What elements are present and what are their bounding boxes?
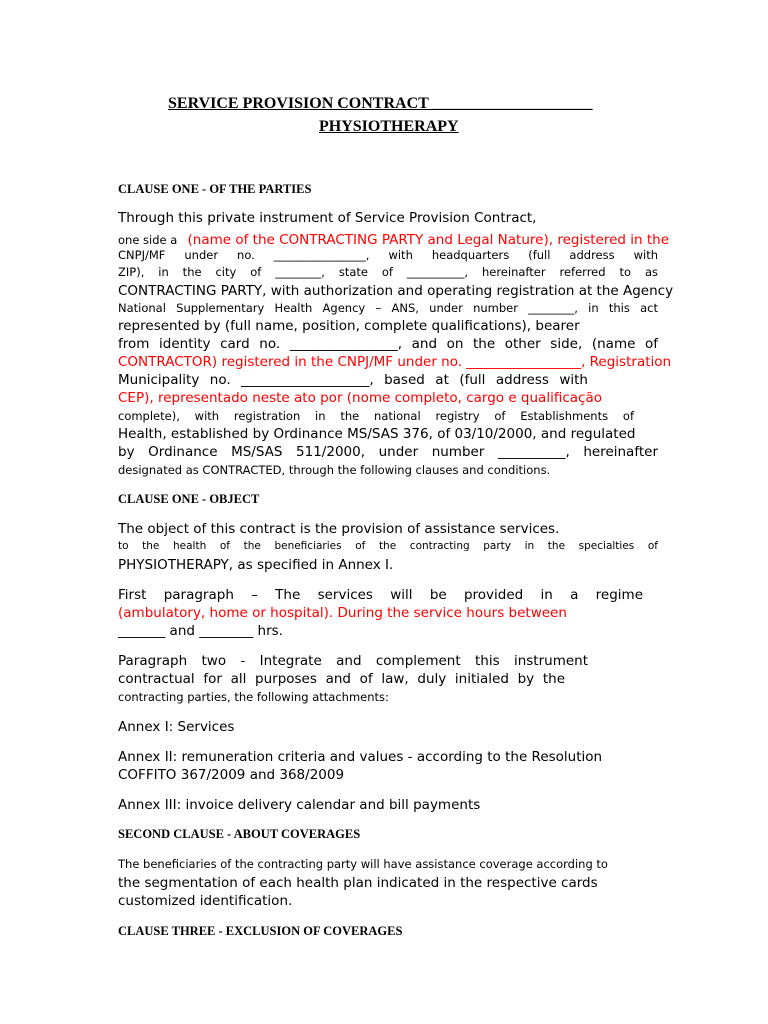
clause-exclusion-heading: CLAUSE THREE - EXCLUSION OF COVERAGES <box>118 924 403 938</box>
document-subtitle: PHYSIOTHERAPY <box>319 118 459 135</box>
parties-line: by Ordinance MS/SAS 511/2000, under number __________, hereinafter <box>118 444 658 460</box>
parties-line: National Supplementary Health Agency – ANS, under number ________, in this act <box>118 301 658 315</box>
coverages-line: customized identification. <box>118 893 293 909</box>
coverages-line: The beneficiaries of the contracting party will have assistance coverage according to <box>118 857 608 871</box>
clause-parties-heading: CLAUSE ONE - OF THE PARTIES <box>118 182 312 196</box>
annex-2: Annex II: remuneration criteria and values - according to the Resolution <box>118 749 603 765</box>
parties-line: ZIP), in the city of ________, state of __________, hereinafter referred to as <box>118 265 658 279</box>
parties-line: CEP), representado neste ato por (nome completo, cargo e qualificação <box>118 390 602 406</box>
parties-line: complete), with registration in the national registry of Establishments of <box>118 409 634 423</box>
annex-2: COFFITO 367/2009 and 368/2009 <box>118 767 345 783</box>
parties-line: from identity card no. ________________, and on the other side, (name of <box>118 336 658 352</box>
parties-line: one side a (name of the CONTRACTING PARTY and Legal Nature), registered in the <box>118 232 669 248</box>
paragraph-two-line: contracting parties, the following attachments: <box>118 690 389 704</box>
parties-line: CONTRACTOR) registered in the CNPJ/MF under no. _________________, Registration <box>118 354 672 370</box>
paragraph-two-line: Paragraph two - Integrate and complement this instrument <box>118 653 588 669</box>
parties-line: CONTRACTING PARTY, with authorization and operating registration at the Agency <box>118 283 674 299</box>
annex-3: Annex III: invoice delivery calendar and bill payments <box>118 797 481 813</box>
document-title: SERVICE PROVISION CONTRACT ____________________ <box>168 95 593 112</box>
parties-line: Through this private instrument of Service Provision Contract, <box>118 210 537 226</box>
object-line: The object of this contract is the provision of assistance services. <box>118 521 560 537</box>
parties-line: designated as CONTRACTED, through the following clauses and conditions. <box>118 463 551 477</box>
parties-line: Health, established by Ordinance MS/SAS 376, of 03/10/2000, and regulated <box>118 426 636 442</box>
clause-coverages-heading: SECOND CLAUSE - ABOUT COVERAGES <box>118 827 361 841</box>
first-paragraph-line: (ambulatory, home or hospital). During the service hours between <box>118 605 567 621</box>
paragraph-two-line: contractual for all purposes and of law, duly initialed by the <box>118 671 565 687</box>
parties-line: represented by (full name, position, complete qualifications), bearer <box>118 318 580 334</box>
first-paragraph-line: First paragraph – The services will be provided in a regime <box>118 587 643 603</box>
object-line: PHYSIOTHERAPY, as specified in Annex I. <box>118 557 394 573</box>
annex-1: Annex I: Services <box>118 719 235 735</box>
first-paragraph-line: _______ and ________ hrs. <box>118 623 283 639</box>
parties-line: CNPJ/MF under no. ________________, with headquarters (full address with <box>118 248 658 262</box>
object-line: to the health of the beneficiaries of the contracting party in the specialties of <box>118 540 658 552</box>
coverages-line: the segmentation of each health plan indicated in the respective cards <box>118 875 598 891</box>
clause-object-heading: CLAUSE ONE - OBJECT <box>118 492 260 506</box>
parties-line: Municipality no. ___________________, based at (full address with <box>118 372 588 388</box>
